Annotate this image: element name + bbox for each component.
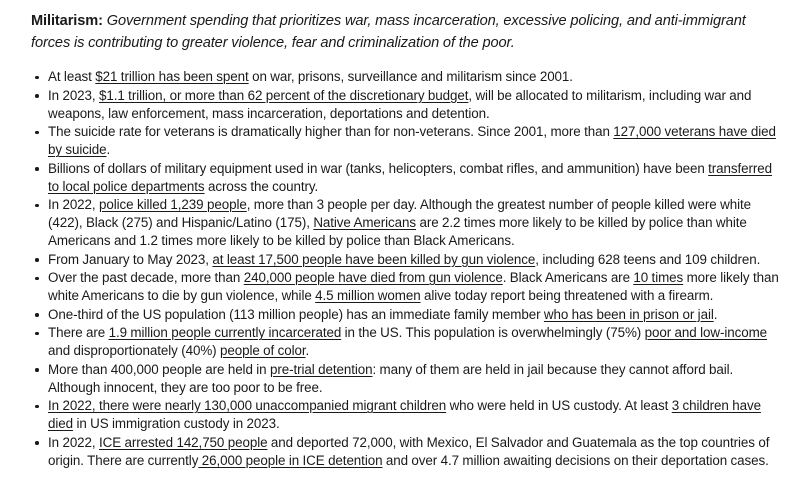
underlined-link-text[interactable]: people of color: [220, 343, 306, 358]
list-item: [31, 269, 781, 305]
underlined-link-text[interactable]: pre-trial detention: [269, 361, 373, 377]
underlined-link-text[interactable]: police killed 1,239 people: [99, 197, 247, 212]
plain-text: At least: [48, 69, 96, 84]
underlined-link-text[interactable]: ICE arrested 142,750 people: [99, 434, 268, 450]
list-item: [31, 434, 781, 470]
list-item: [31, 196, 781, 250]
plain-text: One-third of the US population (113 million people) has an immediate family member: [48, 306, 544, 322]
plain-text: on war, prisons, surveillance and militarism since 2001.: [248, 69, 573, 84]
list-item: [31, 361, 781, 397]
plain-text: From January to May 2023,: [48, 251, 213, 267]
facts-list: [31, 68, 781, 470]
list-item: [31, 123, 781, 159]
plain-text: . Black Americans are: [502, 270, 634, 285]
plain-text: more likely than white Americans to die by gun violence, while: [48, 270, 779, 303]
plain-text: The suicide rate for veterans is dramatically higher than for non-veterans. Since 2001, more than: [48, 124, 614, 139]
plain-text: , more than 3 people per day. Although the greatest number of people killed were white (422), Black (275) and Hispanic/Latino (175),: [48, 197, 751, 230]
underlined-link-text[interactable]: at least 17,500 people have been killed by gun violence: [212, 251, 536, 267]
intro-lead-term: Militarism:: [31, 13, 103, 29]
plain-text: More than 400,000 people are held in: [48, 361, 270, 377]
plain-text: and deported 72,000, with Mexico, El Salvador and Guatemala as the top countries of origin. There are currently: [48, 434, 770, 468]
plain-text: .: [713, 306, 718, 322]
plain-text: In 2023,: [48, 87, 99, 103]
intro-paragraph: [31, 10, 781, 54]
underlined-link-text[interactable]: 1.9 million people currently incarcerated: [108, 325, 342, 340]
list-item: [31, 397, 781, 433]
list-item: [31, 68, 781, 86]
list-item: [31, 251, 781, 269]
list-item: [31, 324, 781, 360]
plain-text: in the US. This population is overwhelmingly (75%): [341, 325, 645, 340]
plain-text: Over the past decade, more than: [48, 270, 244, 285]
underlined-link-text[interactable]: 26,000 people in ICE detention: [198, 452, 383, 468]
plain-text: Billions of dollars of military equipment used in war (tanks, helicopters, combat rifles, and ammunition) have been: [48, 160, 709, 176]
plain-text: alive today report being threatened with a firearm.: [420, 288, 714, 303]
plain-text: and over 4.7 million awaiting decisions on their deportation cases.: [382, 452, 769, 468]
list-item: [31, 160, 781, 196]
plain-text: : many of them are held in jail because they cannot afford bail. Although innocent, they are too poor to be free.: [48, 361, 734, 395]
underlined-link-text[interactable]: $21 trillion has been spent: [95, 69, 249, 84]
underlined-link-text[interactable]: In 2022, there were nearly 130,000 unaccompanied migrant children: [48, 398, 447, 413]
plain-text: who were held in US custody. At least: [446, 398, 672, 413]
plain-text: .: [106, 142, 111, 157]
underlined-link-text[interactable]: transferred to local police departments: [48, 160, 773, 194]
underlined-link-text[interactable]: 3 children have died: [48, 398, 761, 431]
plain-text: In 2022,: [48, 197, 99, 212]
underlined-link-text[interactable]: Native Americans: [313, 215, 417, 230]
underlined-link-text[interactable]: 127,000 veterans have died by suicide: [48, 124, 776, 157]
underlined-link-text[interactable]: poor and low-income: [644, 325, 768, 340]
underlined-link-text[interactable]: 4.5 million women: [315, 288, 421, 303]
underlined-link-text[interactable]: who has been in prison or jail: [543, 306, 714, 322]
plain-text: , will be allocated to militarism, including war and weapons, law enforcement, mass incarceration, deportations and detention.: [48, 87, 752, 121]
plain-text: are 2.2 times more likely to be killed by police than white Americans and 1.2 times more likely to be killed by police than Black Americans.: [48, 215, 747, 248]
plain-text: In 2022,: [48, 434, 99, 450]
plain-text: There are: [48, 325, 109, 340]
plain-text: and disproportionately (40%): [48, 343, 221, 358]
intro-definition-text: Government spending that prioritizes war, mass incarceration, excessive policing, and anti-immigrant forces is contributing to greater violence, fear and criminalization of the poor.: [31, 13, 746, 51]
plain-text: in US immigration custody in 2023.: [73, 416, 280, 431]
underlined-link-text[interactable]: 10 times: [633, 270, 684, 285]
list-item: [31, 87, 781, 123]
list-item: [31, 306, 781, 324]
underlined-link-text[interactable]: 240,000 people have died from gun violence: [243, 270, 503, 285]
plain-text: across the country.: [204, 178, 319, 194]
plain-text: .: [305, 343, 310, 358]
plain-text: , including 628 teens and 109 children.: [535, 251, 761, 267]
underlined-link-text[interactable]: $1.1 trillion, or more than 62 percent of the discretionary budget: [99, 87, 469, 103]
